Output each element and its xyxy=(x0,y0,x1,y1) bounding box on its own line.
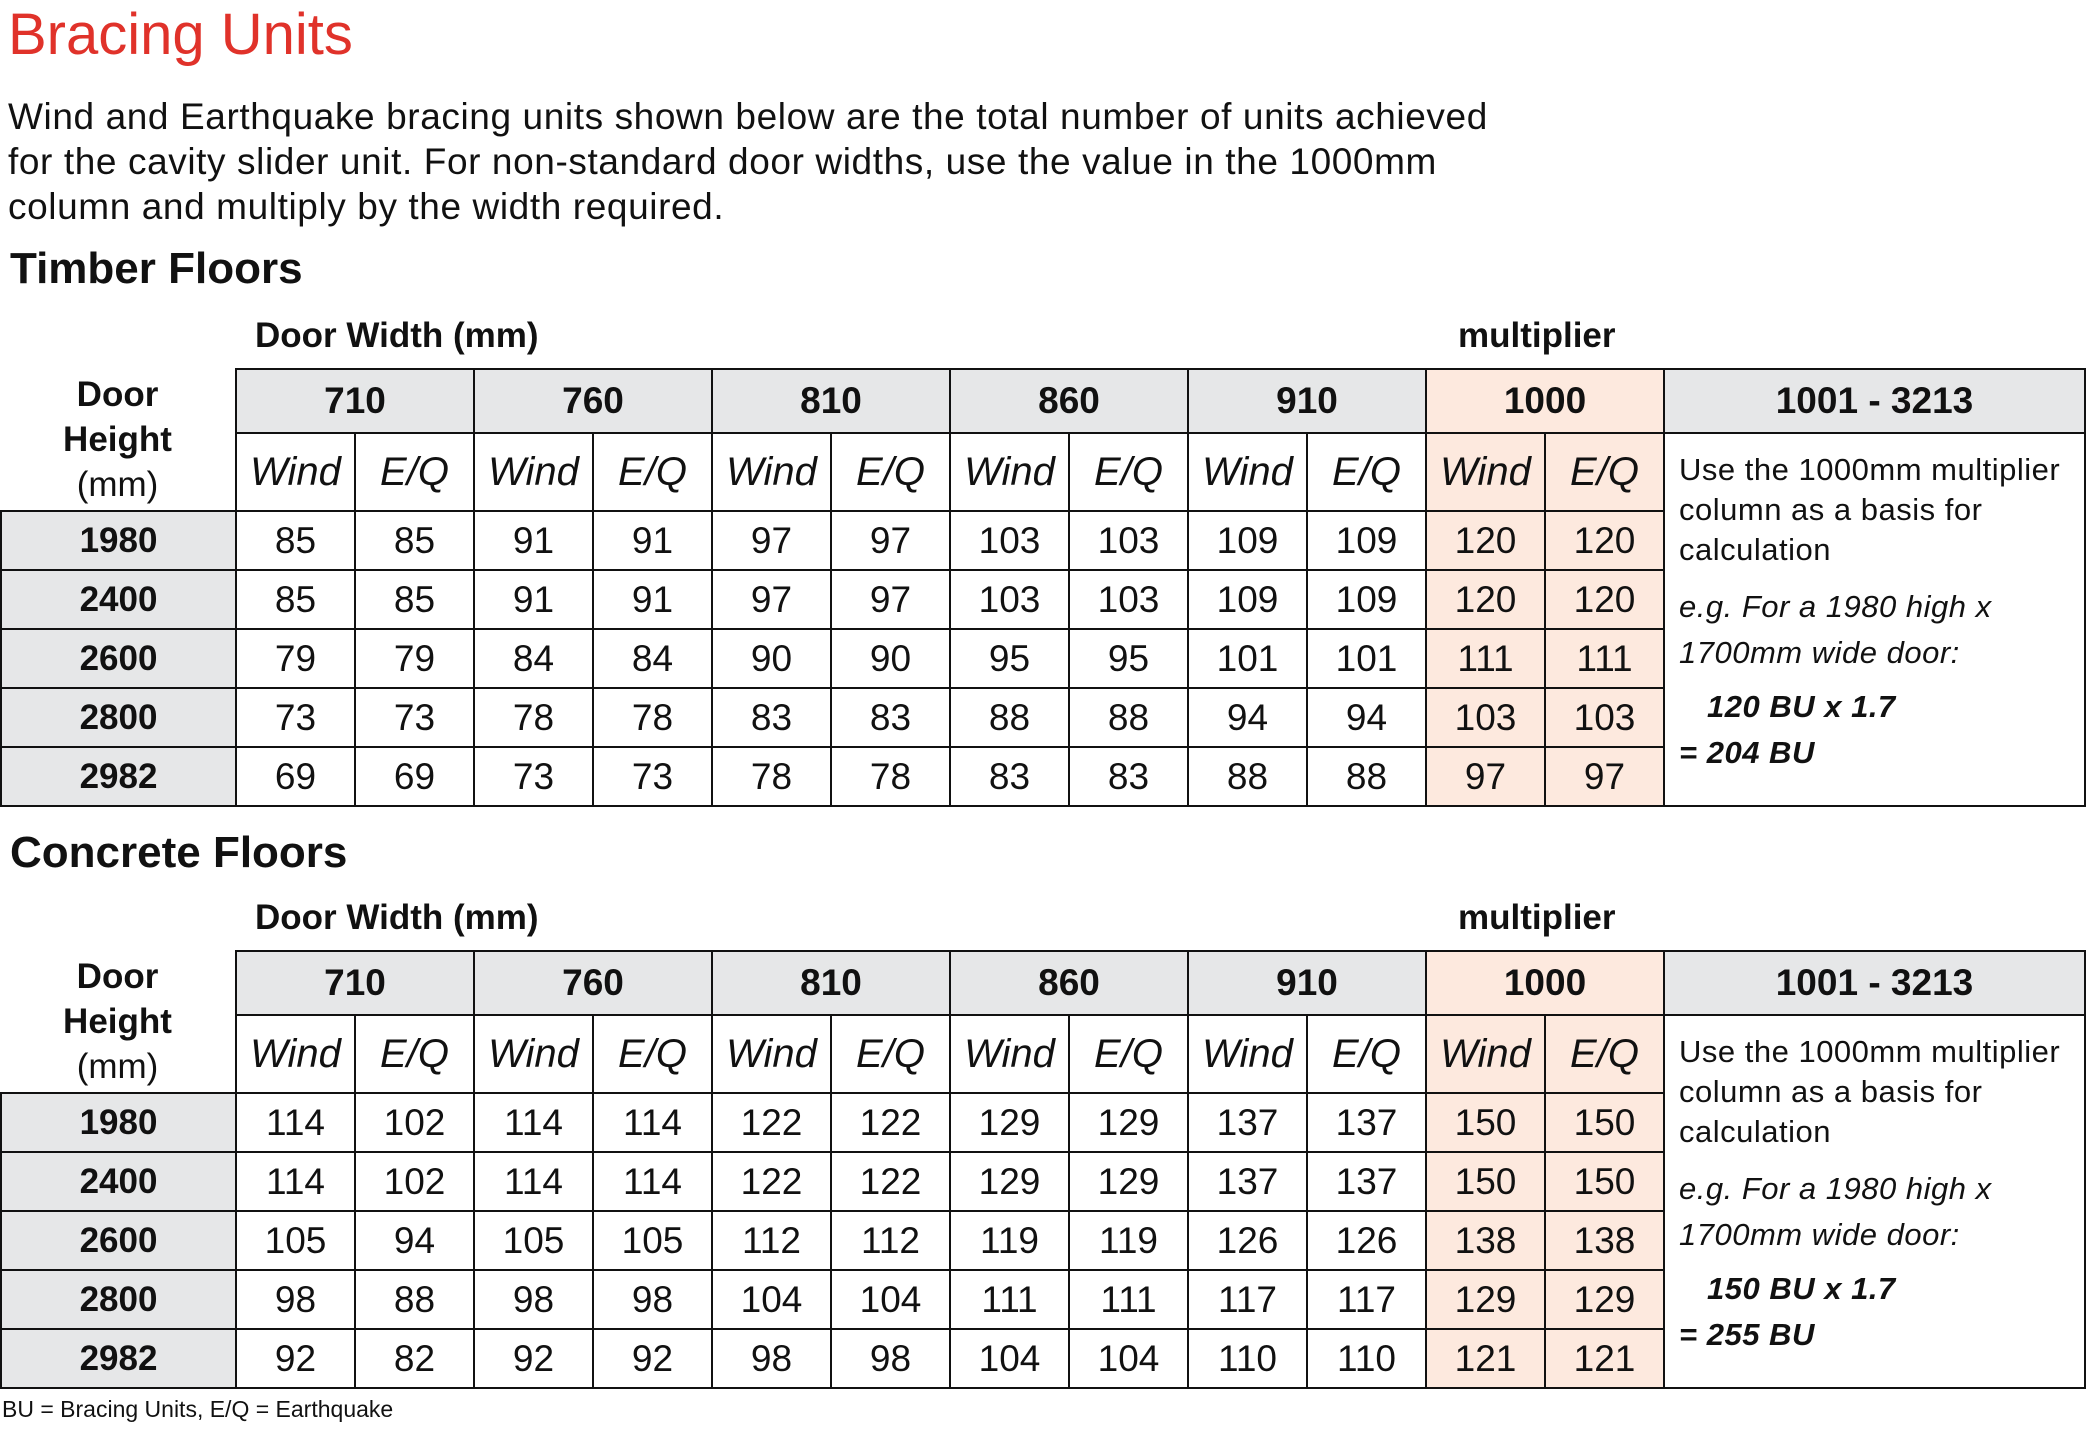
section-heading-concrete: Concrete Floors xyxy=(10,828,348,877)
table-cell: 84 xyxy=(473,628,594,689)
table-cell: 84 xyxy=(592,628,713,689)
wind-subheader: Wind xyxy=(1187,1014,1308,1094)
range-header: 1001 - 3213 xyxy=(1663,368,2086,434)
table-cell: 101 xyxy=(1306,628,1427,689)
table-cell: 69 xyxy=(235,746,356,807)
table-cell: 78 xyxy=(473,687,594,748)
table-cell: 137 xyxy=(1187,1151,1308,1212)
table-cell: 117 xyxy=(1306,1269,1427,1330)
table-cell: 94 xyxy=(354,1210,475,1271)
table-cell: 91 xyxy=(473,569,594,630)
table-cell: 97 xyxy=(1544,746,1665,807)
wind-subheader: Wind xyxy=(473,1014,594,1094)
table-cell: 94 xyxy=(1187,687,1308,748)
row-height-2600: 2600 xyxy=(0,628,237,689)
table-cell: 150 xyxy=(1425,1092,1546,1153)
table-cell: 85 xyxy=(354,510,475,571)
table-cell: 129 xyxy=(949,1092,1070,1153)
table-cell: 88 xyxy=(1306,746,1427,807)
table-cell: 137 xyxy=(1306,1151,1427,1212)
eq-subheader: E/Q xyxy=(354,432,475,512)
table-cell: 114 xyxy=(235,1092,356,1153)
table-cell: 90 xyxy=(830,628,951,689)
table-cell: 126 xyxy=(1306,1210,1427,1271)
table-cell: 150 xyxy=(1425,1151,1546,1212)
table-cell: 104 xyxy=(711,1269,832,1330)
wind-subheader: Wind xyxy=(235,1014,356,1094)
door-height-label xyxy=(0,368,235,510)
table-cell: 121 xyxy=(1544,1328,1665,1389)
table-cell: 109 xyxy=(1306,569,1427,630)
table-cell: 102 xyxy=(354,1092,475,1153)
row-height-2600: 2600 xyxy=(0,1210,237,1271)
row-height-2982: 2982 xyxy=(0,1328,237,1389)
table-cell: 109 xyxy=(1306,510,1427,571)
multiplier-label: multiplier xyxy=(1458,316,1616,355)
eq-subheader: E/Q xyxy=(1306,1014,1427,1094)
table-cell: 102 xyxy=(354,1151,475,1212)
table-cell: 103 xyxy=(949,510,1070,571)
eq-subheader: E/Q xyxy=(592,1014,713,1094)
table-cell: 94 xyxy=(1306,687,1427,748)
table-cell: 114 xyxy=(235,1151,356,1212)
table-cell: 97 xyxy=(1425,746,1546,807)
table-cell: 117 xyxy=(1187,1269,1308,1330)
door-width-label: Door Width (mm) xyxy=(255,316,539,355)
table-cell: 88 xyxy=(949,687,1070,748)
table-cell: 111 xyxy=(1068,1269,1189,1330)
width-header-1000: 1000 xyxy=(1425,950,1665,1016)
table-cell: 109 xyxy=(1187,510,1308,571)
door-height-unit: (mm) xyxy=(76,1046,159,1086)
wind-subheader: Wind xyxy=(949,432,1070,512)
table-cell: 129 xyxy=(1068,1151,1189,1212)
multiplier-label: multiplier xyxy=(1458,898,1616,937)
table-cell: 112 xyxy=(830,1210,951,1271)
table-cell: 98 xyxy=(473,1269,594,1330)
table-cell: 120 xyxy=(1544,510,1665,571)
width-header-1000: 1000 xyxy=(1425,368,1665,434)
table-cell: 92 xyxy=(473,1328,594,1389)
table-cell: 122 xyxy=(711,1151,832,1212)
table-cell: 83 xyxy=(830,687,951,748)
table-cell: 126 xyxy=(1187,1210,1308,1271)
table-cell: 129 xyxy=(1425,1269,1546,1330)
table-cell: 114 xyxy=(592,1151,713,1212)
table-cell: 105 xyxy=(235,1210,356,1271)
door-height-line2: Height xyxy=(63,1001,172,1041)
table-cell: 120 xyxy=(1425,569,1546,630)
note-result: = 204 BU xyxy=(1679,735,1815,770)
table-cell: 83 xyxy=(1068,746,1189,807)
width-header-710: 710 xyxy=(235,950,475,1016)
table-cell: 150 xyxy=(1544,1092,1665,1153)
table-cell: 104 xyxy=(1068,1328,1189,1389)
concrete-floors-table xyxy=(0,950,2086,1387)
footnote: BU = Bracing Units, E/Q = Earthquake xyxy=(2,1396,394,1422)
width-header-760: 760 xyxy=(473,950,713,1016)
table-cell: 122 xyxy=(830,1092,951,1153)
width-header-810: 810 xyxy=(711,368,951,434)
table-cell: 79 xyxy=(354,628,475,689)
note-example: e.g. For a 1980 high x 1700mm wide door: xyxy=(1679,1171,1992,1252)
row-height-1980: 1980 xyxy=(0,510,237,571)
table-cell: 82 xyxy=(354,1328,475,1389)
table-cell: 85 xyxy=(235,569,356,630)
wind-subheader: Wind xyxy=(235,432,356,512)
row-height-2982: 2982 xyxy=(0,746,237,807)
table-cell: 103 xyxy=(1425,687,1546,748)
calculation-note xyxy=(1663,432,2086,807)
note-text: Use the 1000mm multiplier column as a basis for calculation xyxy=(1679,1034,2061,1149)
table-cell: 103 xyxy=(1068,510,1189,571)
table-cell: 129 xyxy=(1544,1269,1665,1330)
table-cell: 90 xyxy=(711,628,832,689)
table-cell: 91 xyxy=(473,510,594,571)
table-cell: 101 xyxy=(1187,628,1308,689)
table-cell: 111 xyxy=(1425,628,1546,689)
eq-subheader: E/Q xyxy=(1544,1014,1665,1094)
section-heading-timber: Timber Floors xyxy=(10,244,303,293)
table-cell: 97 xyxy=(830,510,951,571)
range-header: 1001 - 3213 xyxy=(1663,950,2086,1016)
door-width-label: Door Width (mm) xyxy=(255,898,539,937)
table-cell: 78 xyxy=(592,687,713,748)
table-cell: 112 xyxy=(711,1210,832,1271)
width-header-910: 910 xyxy=(1187,950,1427,1016)
table-cell: 138 xyxy=(1544,1210,1665,1271)
table-cell: 69 xyxy=(354,746,475,807)
note-result: = 255 BU xyxy=(1679,1317,1815,1352)
table-cell: 111 xyxy=(949,1269,1070,1330)
table-cell: 88 xyxy=(354,1269,475,1330)
note-example: e.g. For a 1980 high x 1700mm wide door: xyxy=(1679,589,1992,670)
table-cell: 91 xyxy=(592,569,713,630)
table-cell: 120 xyxy=(1425,510,1546,571)
table-cell: 105 xyxy=(592,1210,713,1271)
wind-subheader: Wind xyxy=(1425,432,1546,512)
eq-subheader: E/Q xyxy=(1068,1014,1189,1094)
table-cell: 110 xyxy=(1306,1328,1427,1389)
table-cell: 79 xyxy=(235,628,356,689)
width-header-810: 810 xyxy=(711,950,951,1016)
width-header-860: 860 xyxy=(949,950,1189,1016)
table-cell: 98 xyxy=(830,1328,951,1389)
table-cell: 119 xyxy=(949,1210,1070,1271)
table-cell: 73 xyxy=(592,746,713,807)
note-calc: 150 BU x 1.7 xyxy=(1707,1271,1896,1306)
table-cell: 104 xyxy=(830,1269,951,1330)
table-cell: 98 xyxy=(711,1328,832,1389)
door-height-line2: Height xyxy=(63,419,172,459)
width-header-710: 710 xyxy=(235,368,475,434)
note-text: Use the 1000mm multiplier column as a basis for calculation xyxy=(1679,452,2061,567)
table-cell: 120 xyxy=(1544,569,1665,630)
table-cell: 122 xyxy=(830,1151,951,1212)
eq-subheader: E/Q xyxy=(1544,432,1665,512)
table-cell: 88 xyxy=(1068,687,1189,748)
row-height-2400: 2400 xyxy=(0,569,237,630)
width-header-860: 860 xyxy=(949,368,1189,434)
note-calc: 120 BU x 1.7 xyxy=(1707,689,1896,724)
table-cell: 85 xyxy=(235,510,356,571)
table-cell: 114 xyxy=(473,1151,594,1212)
table-cell: 110 xyxy=(1187,1328,1308,1389)
table-cell: 98 xyxy=(235,1269,356,1330)
row-height-2800: 2800 xyxy=(0,687,237,748)
table-cell: 73 xyxy=(473,746,594,807)
table-cell: 103 xyxy=(949,569,1070,630)
eq-subheader: E/Q xyxy=(830,1014,951,1094)
table-cell: 150 xyxy=(1544,1151,1665,1212)
timber-floors-table xyxy=(0,368,2086,805)
row-height-2800: 2800 xyxy=(0,1269,237,1330)
row-height-2400: 2400 xyxy=(0,1151,237,1212)
wind-subheader: Wind xyxy=(1425,1014,1546,1094)
eq-subheader: E/Q xyxy=(592,432,713,512)
table-cell: 137 xyxy=(1306,1092,1427,1153)
table-cell: 119 xyxy=(1068,1210,1189,1271)
table-cell: 138 xyxy=(1425,1210,1546,1271)
table-cell: 129 xyxy=(949,1151,1070,1212)
table-cell: 83 xyxy=(949,746,1070,807)
eq-subheader: E/Q xyxy=(1068,432,1189,512)
wind-subheader: Wind xyxy=(1187,432,1308,512)
table-cell: 114 xyxy=(592,1092,713,1153)
table-cell: 121 xyxy=(1425,1328,1546,1389)
table-cell: 97 xyxy=(711,569,832,630)
door-height-line1: Door xyxy=(76,956,159,996)
table-cell: 78 xyxy=(830,746,951,807)
door-height-label xyxy=(0,950,235,1092)
table-cell: 92 xyxy=(235,1328,356,1389)
table-cell: 95 xyxy=(1068,628,1189,689)
table-cell: 83 xyxy=(711,687,832,748)
door-height-unit: (mm) xyxy=(76,464,159,504)
table-cell: 104 xyxy=(949,1328,1070,1389)
calculation-note xyxy=(1663,1014,2086,1389)
table-cell: 111 xyxy=(1544,628,1665,689)
eq-subheader: E/Q xyxy=(830,432,951,512)
table-cell: 73 xyxy=(354,687,475,748)
table-cell: 137 xyxy=(1187,1092,1308,1153)
table-cell: 78 xyxy=(711,746,832,807)
table-cell: 98 xyxy=(592,1269,713,1330)
wind-subheader: Wind xyxy=(711,1014,832,1094)
table-cell: 91 xyxy=(592,510,713,571)
row-height-1980: 1980 xyxy=(0,1092,237,1153)
table-cell: 103 xyxy=(1544,687,1665,748)
table-cell: 88 xyxy=(1187,746,1308,807)
table-cell: 92 xyxy=(592,1328,713,1389)
table-cell: 129 xyxy=(1068,1092,1189,1153)
table-cell: 97 xyxy=(830,569,951,630)
page-title: Bracing Units xyxy=(8,2,353,67)
table-cell: 114 xyxy=(473,1092,594,1153)
intro-paragraph: Wind and Earthquake bracing units shown below are the total number of units achieved for the cavity slider unit. For non-standard door widths, use the value in the 1000mm column and multiply by the width required. xyxy=(8,96,1488,227)
table-cell: 97 xyxy=(711,510,832,571)
width-header-760: 760 xyxy=(473,368,713,434)
table-cell: 109 xyxy=(1187,569,1308,630)
table-cell: 73 xyxy=(235,687,356,748)
wind-subheader: Wind xyxy=(711,432,832,512)
wind-subheader: Wind xyxy=(949,1014,1070,1094)
eq-subheader: E/Q xyxy=(1306,432,1427,512)
door-height-line1: Door xyxy=(76,374,159,414)
table-cell: 103 xyxy=(1068,569,1189,630)
wind-subheader: Wind xyxy=(473,432,594,512)
table-cell: 122 xyxy=(711,1092,832,1153)
table-cell: 95 xyxy=(949,628,1070,689)
table-cell: 85 xyxy=(354,569,475,630)
width-header-910: 910 xyxy=(1187,368,1427,434)
eq-subheader: E/Q xyxy=(354,1014,475,1094)
table-cell: 105 xyxy=(473,1210,594,1271)
